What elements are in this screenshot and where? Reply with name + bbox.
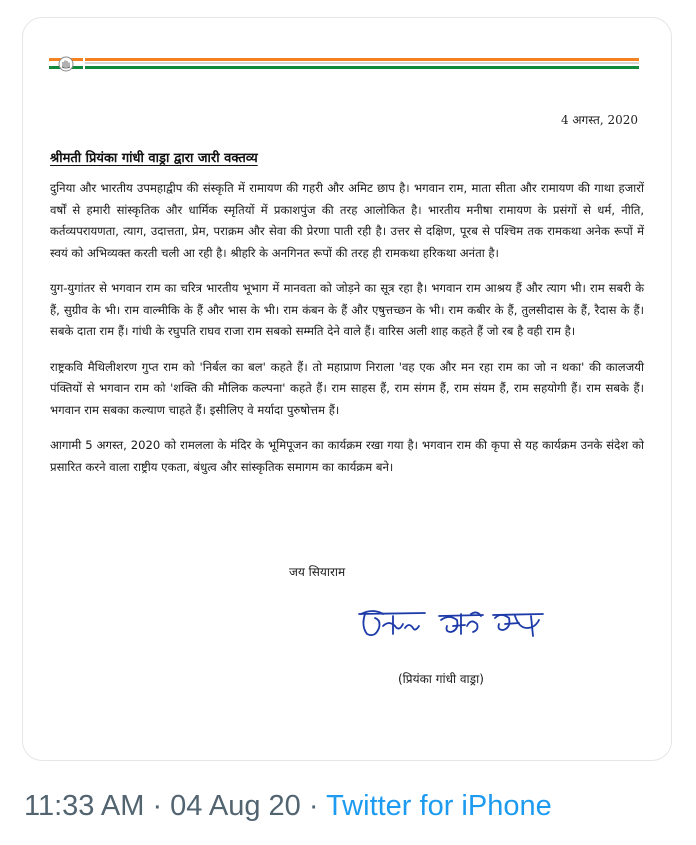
letterhead-tricolor-band	[49, 56, 639, 72]
statement-paragraph: दुनिया और भारतीय उपमहाद्वीप की संस्कृति में रामायण की गहरी और अमिट छाप है। भगवान राम, माता सीता और रामायण की गाथा हजारों वर्षों से हमारी सांस्कृतिक और धार्मिक स्मृतियों में प्रकाशपुंज की तरह आलोकित है। भारतीय मनीषा रामायण के प्रसंगों से धर्म, नीति, कर्तव्यपरायणता, त्याग, उदात्तता, प्रेम, पराक्रम और सेवा की प्रेरणा पाती रही है। उत्तर से दक्षिण, पूरब से पश्चिम तक रामकथा अनेक रूपों में स्वयं को अभिव्यक्त करती चली आ रही है। श्रीहरि के अनगिनत रूपों की तरह ही रामकथा हरिकथा अनंता है।	[50, 181, 644, 260]
statement-paragraph: आगामी 5 अगस्त, 2020 को रामलला के मंदिर के भूमिपूजन का कार्यक्रम रखा गया है। भगवान राम की कृपा से यह कार्यक्रम उनके संदेश को प्रसारित करने वाला राष्ट्रीय एकता, बंधुत्व और सांस्कृतिक समागम का कार्यक्रम बने।	[50, 438, 644, 474]
statement-paragraph: राष्ट्रकवि मैथिलीशरण गुप्त राम को 'निर्बल का बल' कहते हैं। तो महाप्राण निराला 'वह एक और मन रहा राम का जो न थका' की कालजयी पंक्तियों से भगवान राम को 'शक्ति की मौलिक कल्पना' कहते हैं। राम साहस हैं, राम संगम हैं, राम संयम हैं, राम सहयोगी हैं। राम सबके हैं। भगवान राम सबका कल्याण चाहते हैं। इसीलिए वे मर्यादा पुरुषोत्तम हैं।	[50, 359, 644, 417]
white-stripe	[85, 62, 639, 64]
tweet-date[interactable]: 04 Aug 20	[170, 790, 301, 822]
tweet-time[interactable]: 11:33 AM	[24, 790, 145, 822]
meta-separator: ·	[144, 790, 171, 822]
statement-body	[50, 178, 644, 492]
saffron-stripe	[85, 58, 639, 61]
congress-hand-logo-icon	[49, 56, 83, 72]
closing-salutation: जय सियाराम	[289, 565, 346, 579]
statement-date: 4 अगस्त, 2020	[560, 113, 638, 127]
tweet-source-link[interactable]: Twitter for iPhone	[326, 790, 552, 822]
statement-paragraph: युग-युगांतर से भगवान राम का चरित्र भारतीय भूभाग में मानवता को जोड़ने का सूत्र रहा है। भगवान राम आश्रय हैं और त्याग भी। राम सबरी के हैं, सुग्रीव के भी। राम वाल्मीकि के हैं और भास के भी। राम कंबन के हैं और एषुत्तच्छन के भी। राम कबीर के हैं, तुलसीदास के हैं, रैदास के हैं। सबके दाता राम हैं। गांधी के रघुपति राघव राजा राम सबको सम्मति देने वाले हैं। वारिस अली शाह कहते हैं जो रब है वही राम है।	[50, 281, 644, 338]
tweet-metadata	[24, 790, 552, 823]
signatory-name: (प्रियंका गांधी वाड्रा)	[398, 672, 484, 686]
handwritten-signature	[353, 604, 553, 650]
statement-heading: श्रीमती प्रियंका गांधी वाड्रा द्वारा जारी वक्तव्य	[50, 151, 258, 166]
tweet-image-card[interactable]	[22, 17, 672, 761]
green-stripe	[85, 66, 639, 69]
meta-separator: ·	[300, 790, 327, 822]
